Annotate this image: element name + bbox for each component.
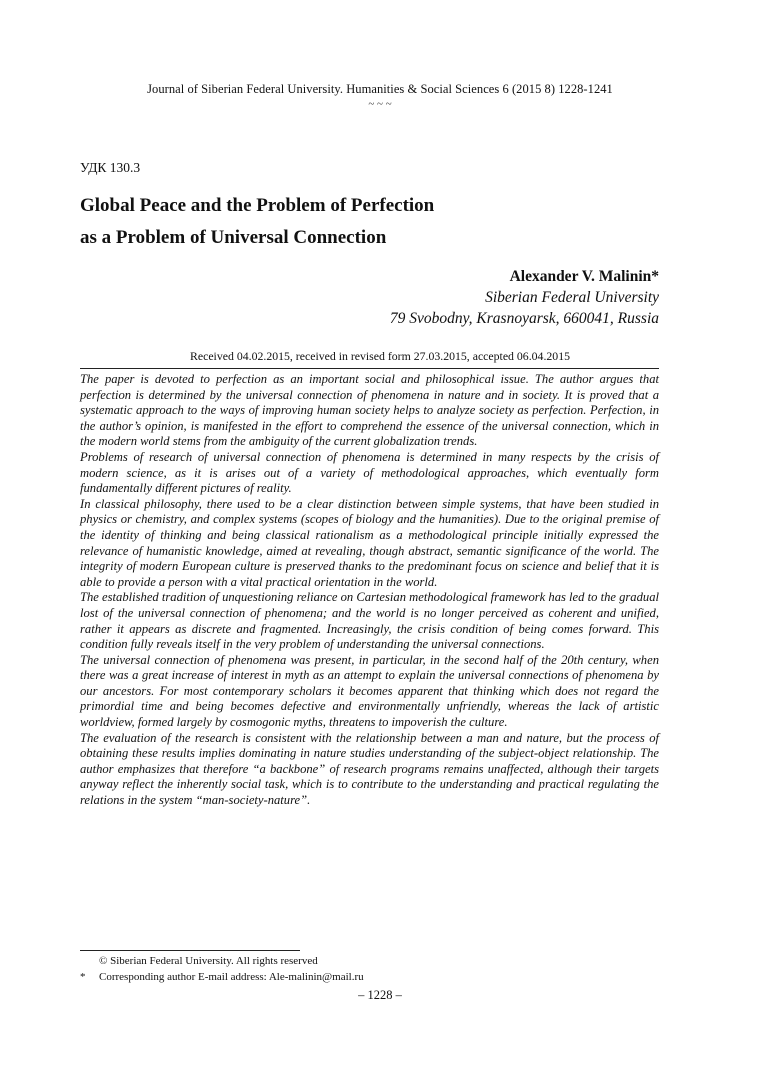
author-affiliation: Siberian Federal University bbox=[485, 289, 659, 306]
abstract-paragraph: Problems of research of universal connection of phenomena is determined in many respects by the crisis of modern science, as it is arises out of a variety of methodological approaches, which eventually form fundamentally different pictures of reality. bbox=[80, 449, 659, 496]
author-name: Alexander V. Malinin* bbox=[509, 268, 659, 285]
footnotes bbox=[80, 953, 660, 985]
page-number: – 1228 – bbox=[358, 988, 402, 1002]
article-title bbox=[80, 190, 680, 254]
received-dates: Received 04.02.2015, received in revised form 27.03.2015, accepted 06.04.2015 bbox=[189, 349, 570, 363]
abstract-paragraph: The universal connection of phenomena was present, in particular, in the second half of the 20th century, when there was a great increase of interest in myth as an attempt to explain the universal connections of phenomena by our ancestors. For most contemporary scholars it becomes apparent that thinking which does not regard the primordial time and being becomes defective and environmentally unfriendly, whereas the lack of artistic worldview, formed largely by cosmogonic myths, threatens to impoverish the culture. bbox=[80, 652, 659, 730]
copyright-text: © Siberian Federal University. All rights reserved bbox=[99, 955, 318, 967]
abstract-top-rule bbox=[80, 368, 659, 369]
title-line-2: as a Problem of Universal Connection bbox=[80, 227, 387, 248]
title-line-1: Global Peace and the Problem of Perfection bbox=[80, 195, 435, 216]
author-block bbox=[159, 266, 659, 329]
corresponding-author-text: Corresponding author E-mail address: Ale-malinin@mail.ru bbox=[99, 971, 364, 983]
footnote-rule bbox=[80, 950, 300, 951]
copyright-footnote bbox=[80, 953, 660, 969]
header-ornament: ~ ~ ~ bbox=[368, 98, 392, 110]
author-address: 79 Svobodny, Krasnoyarsk, 660041, Russia bbox=[389, 310, 659, 327]
abstract bbox=[80, 372, 659, 809]
abstract-paragraph: In classical philosophy, there used to be a clear distinction between simple systems, that have been studied in physics or chemistry, and complex systems (scopes of biology and the humanities). Due to the original premise of the identity of thinking and being classical rationalism as a methodological principle initially expressed the relevance of humanistic knowledge, aimed at revealing, though abstract, semantic significance of the world. The integrity of modern European culture is preserved thanks to the predominant focus on science and belief that it is able to provide a person with a vital practical orientation in the world. bbox=[80, 496, 659, 589]
corresponding-author-footnote bbox=[80, 969, 660, 985]
abstract-paragraph: The evaluation of the research is consistent with the relationship between a man and nature, but the process of obtaining these results implies dominating in nature studies understanding of the subject-object relationship. The author emphasizes that therefore “a backbone” of research programs remains unaffected, although their targets anyway reflect the inherently social task, which is to contribute to the understanding and practical regulating the relations in the system “man-society-nature”. bbox=[80, 730, 659, 808]
journal-header: Journal of Siberian Federal University. Humanities & Social Sciences 6 (2015 8) 1228-1241 bbox=[147, 82, 613, 96]
udc-code: УДК 130.3 bbox=[80, 160, 141, 175]
abstract-paragraph: The paper is devoted to perfection as an important social and philosophical issue. The author argues that perfection is determined by the universal connection of phenomena in nature and in society. It is proved that a systematic approach to the ways of improving human society helps to analyze society as perfection. Perfection, in the author’s opinion, is manifested in the effort to comprehend the essence of the universal connection, which in the modern world stems from the ambiguity of the current globalization trends. bbox=[80, 372, 659, 449]
footnote-asterisk: * bbox=[80, 971, 86, 983]
abstract-paragraph: The established tradition of unquestioning reliance on Cartesian methodological framework has led to the gradual lost of the universal connection of phenomena; and the world is no longer perceived as coherent and unified, rather it appears as discrete and fragmented. Increasingly, the crisis condition of being comes forward. This condition fully reveals itself in the very problem of understanding the universal connections. bbox=[80, 590, 659, 652]
